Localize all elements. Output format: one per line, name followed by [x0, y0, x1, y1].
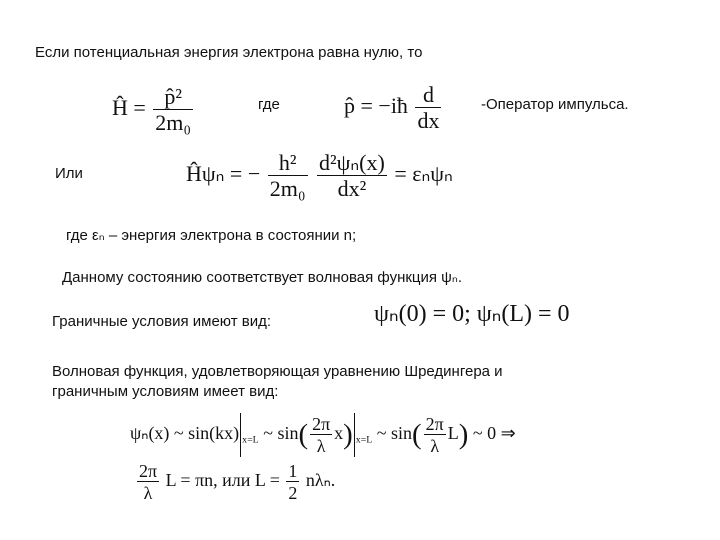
where-label-1: где [258, 96, 280, 113]
wavelength-result-formula: $\frac{2\pi}{\lambda}$ L = πn, или L = $\frac{1}{2}$ nλₙ. [139, 461, 336, 503]
wavefunction-formula: ψₙ(x) ~ sin(kx) $_{x=L}$ ~ sin( $\frac{2\pi}{\lambda}$ x) $_{x=L}$ ~ sin( $\frac{2\pi}{\lambda}$ L) ~ 0 ⇒ [130, 414, 516, 456]
intro-text: Если потенциальная энергия электрона равна нулю, то [35, 44, 423, 61]
wavefunction-text-line1: Волновая функция, удовлетворяющая уравнению Шредингера и [52, 363, 503, 380]
or-label: Или [55, 165, 83, 182]
schrodinger-equation: Ĥψₙ = − $\frac{\text{h²}}{\text{2m₀}}$ $\frac{\text{d²ψₙ(x)}}{\text{dx²}}$ = εₙψₙ [186, 150, 453, 201]
state-wavefunction-text: Данному состоянию соответствует волновая функция ψₙ. [62, 269, 463, 286]
wavefunction-text-line2: граничным условиям имеет вид: [52, 383, 279, 400]
boundary-conditions-formula: ψₙ(0) = 0; ψₙ(L) = 0 [374, 301, 570, 327]
boundary-label: Граничные условия имеют вид: [52, 313, 272, 330]
momentum-operator-formula: p̂ = −iħ $\frac{d}{dx}$ [344, 82, 440, 133]
hamiltonian-formula: Ĥ = $\frac{\text{p̂²}}{\text{2m₀}}$ [112, 84, 192, 135]
energy-definition: где εₙ – энергия электрона в состоянии n; [66, 227, 357, 244]
operator-label: -Оператор импульса. [481, 96, 629, 113]
